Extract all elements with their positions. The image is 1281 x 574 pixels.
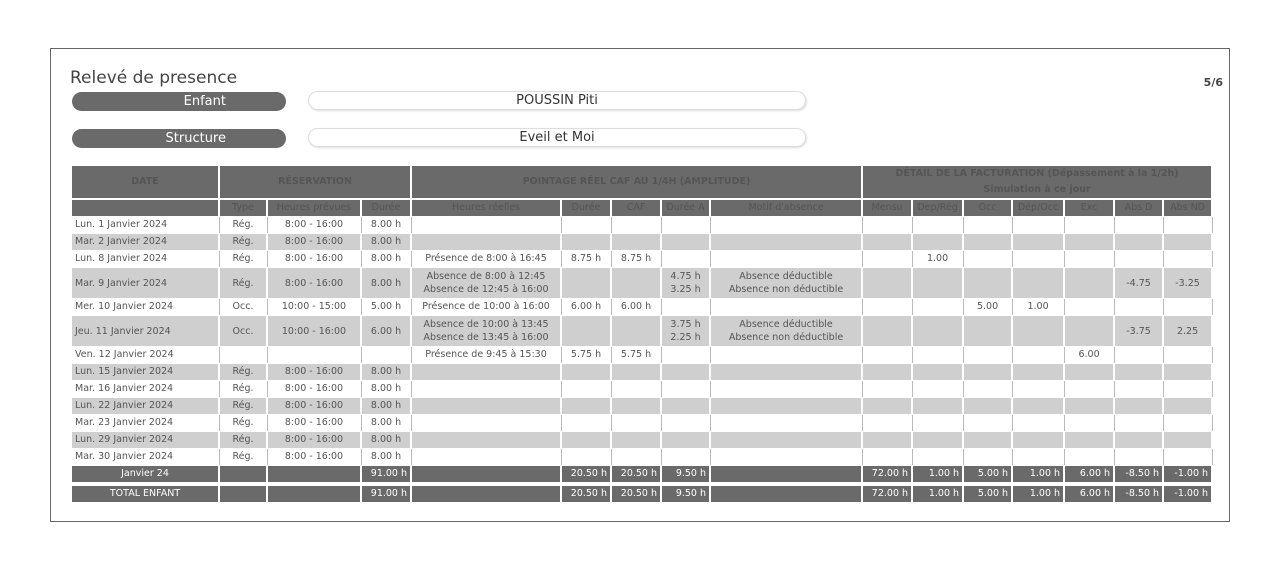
cell-prevues: 10:00 - 16:00 xyxy=(267,316,361,347)
cell-abs-d xyxy=(1114,234,1163,251)
cell-dep-reg xyxy=(912,217,963,234)
cell-occ xyxy=(963,347,1012,364)
cell-occ xyxy=(963,432,1012,449)
cell-reelles xyxy=(411,432,561,449)
cell-motif xyxy=(710,234,862,251)
cell-mensu xyxy=(862,415,912,432)
cell-exc xyxy=(1064,299,1114,316)
cell-date: Mar. 30 Janvier 2024 xyxy=(72,449,219,466)
cell-dep-occ xyxy=(1012,364,1064,381)
cell-motif xyxy=(710,381,862,398)
table-row xyxy=(72,268,1212,299)
cell-prevues: 8:00 - 16:00 xyxy=(267,217,361,234)
cell-duree: 5.00 h xyxy=(361,299,411,316)
cell-line: Absence de 13:45 à 16:00 xyxy=(423,332,549,343)
cell-duree-a xyxy=(661,449,710,466)
total-empty xyxy=(710,466,862,483)
cell-mensu xyxy=(862,364,912,381)
col-caf: CAF xyxy=(611,199,661,217)
cell-prevues: 8:00 - 16:00 xyxy=(267,415,361,432)
cell-reelles xyxy=(411,364,561,381)
cell-mensu xyxy=(862,316,912,347)
cell-dep-reg xyxy=(912,415,963,432)
col-occ: Occ xyxy=(963,199,1012,217)
total-duree: 91.00 h xyxy=(361,466,411,483)
table-row xyxy=(72,364,1212,381)
cell-mensu xyxy=(862,381,912,398)
cell-abs-nd: 2.25 xyxy=(1163,316,1212,347)
total-empty xyxy=(411,486,561,502)
total-caf: 20.50 h xyxy=(611,466,661,483)
cell-line: Absence de 12:45 à 16:00 xyxy=(423,284,549,295)
group-pointage: POINTAGE RÉEL CAF AU 1/4H (AMPLITUDE) xyxy=(411,166,862,199)
cell-abs-nd xyxy=(1163,381,1212,398)
total-duree-a: 9.50 h xyxy=(661,466,710,483)
cell-occ xyxy=(963,415,1012,432)
cell-reelles xyxy=(411,398,561,415)
cell-duree2 xyxy=(561,217,611,234)
cell-caf: 6.00 h xyxy=(611,299,661,316)
cell-caf: 5.75 h xyxy=(611,347,661,364)
cell-dep-occ xyxy=(1012,432,1064,449)
cell-type: Occ. xyxy=(219,316,267,347)
cell-line: Absence non déductible xyxy=(728,284,844,295)
col-duree-a: Durée A xyxy=(661,199,710,217)
cell-reelles xyxy=(411,449,561,466)
total-abs-nd: -1.00 h xyxy=(1163,466,1212,483)
cell-duree: 8.00 h xyxy=(361,449,411,466)
cell-duree: 8.00 h xyxy=(361,217,411,234)
cell-duree-a xyxy=(661,364,710,381)
group-date: DATE xyxy=(72,166,219,199)
total-dep-reg: 1.00 h xyxy=(912,466,963,483)
total-dep-reg: 1.00 h xyxy=(912,486,963,502)
cell-type: Rég. xyxy=(219,234,267,251)
cell-duree-a xyxy=(661,251,710,268)
cell-occ xyxy=(963,449,1012,466)
cell-duree-a xyxy=(661,217,710,234)
cell-abs-nd xyxy=(1163,347,1212,364)
cell-date: Mar. 2 Janvier 2024 xyxy=(72,234,219,251)
cell-prevues: 8:00 - 16:00 xyxy=(267,251,361,268)
cell-duree2: 6.00 h xyxy=(561,299,611,316)
cell-abs-d: -4.75 xyxy=(1114,268,1163,299)
cell-duree: 8.00 h xyxy=(361,381,411,398)
cell-dep-occ xyxy=(1012,217,1064,234)
cell-exc xyxy=(1064,364,1114,381)
cell-duree2 xyxy=(561,398,611,415)
cell-abs-d xyxy=(1114,381,1163,398)
total-empty xyxy=(219,486,267,502)
cell-type: Rég. xyxy=(219,415,267,432)
cell-mensu xyxy=(862,268,912,299)
cell-mensu xyxy=(862,217,912,234)
cell-motif xyxy=(710,316,862,347)
facturation-title: DÉTAIL DE LA FACTURATION (Dépassement à la 1/2h) xyxy=(895,168,1179,179)
cell-dep-reg xyxy=(912,432,963,449)
total-empty xyxy=(267,486,361,502)
cell-dep-occ xyxy=(1012,415,1064,432)
total-duree: 91.00 h xyxy=(361,486,411,502)
cell-abs-d xyxy=(1114,217,1163,234)
cell-duree: 8.00 h xyxy=(361,234,411,251)
cell-motif xyxy=(710,251,862,268)
cell-line: Absence de 10:00 à 13:45 xyxy=(423,319,549,330)
col-duree: Durée xyxy=(361,199,411,217)
total-abs-d: -8.50 h xyxy=(1114,486,1163,502)
cell-motif xyxy=(710,398,862,415)
cell-line: Absence déductible xyxy=(739,319,833,330)
col-abs-d: Abs D xyxy=(1114,199,1163,217)
cell-date: Ven. 12 Janvier 2024 xyxy=(72,347,219,364)
cell-exc xyxy=(1064,217,1114,234)
cell-duree: 8.00 h xyxy=(361,432,411,449)
cell-abs-nd: -3.25 xyxy=(1163,268,1212,299)
total-abs-nd: -1.00 h xyxy=(1163,486,1212,502)
cell-motif xyxy=(710,364,862,381)
total-dep-occ: 1.00 h xyxy=(1012,486,1064,502)
cell-date: Mar. 16 Janvier 2024 xyxy=(72,381,219,398)
cell-duree2: 8.75 h xyxy=(561,251,611,268)
cell-type xyxy=(219,347,267,364)
total-caf: 20.50 h xyxy=(611,486,661,502)
cell-duree2 xyxy=(561,415,611,432)
cell-dep-occ xyxy=(1012,316,1064,347)
cell-reelles xyxy=(411,316,561,347)
cell-abs-nd xyxy=(1163,398,1212,415)
cell-duree: 6.00 h xyxy=(361,316,411,347)
cell-prevues: 8:00 - 16:00 xyxy=(267,381,361,398)
cell-duree-a xyxy=(661,268,710,299)
cell-dep-reg: 1.00 xyxy=(912,251,963,268)
cell-date: Mer. 10 Janvier 2024 xyxy=(72,299,219,316)
table-row xyxy=(72,347,1212,364)
cell-date: Lun. 8 Janvier 2024 xyxy=(72,251,219,268)
cell-mensu xyxy=(862,398,912,415)
total-empty xyxy=(710,486,862,502)
cell-dep-occ xyxy=(1012,268,1064,299)
page-title: Relevé de presence xyxy=(70,68,238,88)
cell-type: Rég. xyxy=(219,381,267,398)
cell-duree2: 5.75 h xyxy=(561,347,611,364)
cell-exc xyxy=(1064,316,1114,347)
cell-abs-nd xyxy=(1163,364,1212,381)
month-total-row xyxy=(72,466,1212,483)
cell-abs-d xyxy=(1114,347,1163,364)
cell-caf xyxy=(611,217,661,234)
cell-line: 4.75 h xyxy=(670,271,701,282)
cell-exc xyxy=(1064,449,1114,466)
cell-abs-d xyxy=(1114,299,1163,316)
cell-dep-reg xyxy=(912,234,963,251)
cell-duree: 8.00 h xyxy=(361,398,411,415)
cell-exc xyxy=(1064,268,1114,299)
cell-exc xyxy=(1064,415,1114,432)
col-exc: Exc xyxy=(1064,199,1114,217)
table-row xyxy=(72,398,1212,415)
cell-motif xyxy=(710,268,862,299)
cell-abs-nd xyxy=(1163,449,1212,466)
cell-abs-nd xyxy=(1163,415,1212,432)
cell-duree xyxy=(361,347,411,364)
cell-motif xyxy=(710,299,862,316)
cell-prevues: 8:00 - 16:00 xyxy=(267,432,361,449)
cell-date: Lun. 1 Janvier 2024 xyxy=(72,217,219,234)
cell-dep-reg xyxy=(912,398,963,415)
group-reservation: RÉSERVATION xyxy=(219,166,411,199)
cell-dep-occ: 1.00 xyxy=(1012,299,1064,316)
cell-type: Occ. xyxy=(219,299,267,316)
cell-duree-a xyxy=(661,398,710,415)
col-heures-reelles: Heures réelles xyxy=(411,199,561,217)
cell-reelles xyxy=(411,234,561,251)
cell-abs-nd xyxy=(1163,299,1212,316)
total-exc: 6.00 h xyxy=(1064,486,1114,502)
cell-type: Rég. xyxy=(219,364,267,381)
cell-abs-nd xyxy=(1163,217,1212,234)
cell-line: 2.25 h xyxy=(670,332,701,343)
cell-date: Lun. 22 Janvier 2024 xyxy=(72,398,219,415)
cell-reelles: Présence de 10:00 à 16:00 xyxy=(411,299,561,316)
cell-mensu xyxy=(862,432,912,449)
cell-duree2 xyxy=(561,432,611,449)
cell-dep-occ xyxy=(1012,251,1064,268)
cell-exc xyxy=(1064,234,1114,251)
cell-dep-reg xyxy=(912,316,963,347)
col-abs-nd: Abs ND xyxy=(1163,199,1212,217)
cell-duree: 8.00 h xyxy=(361,268,411,299)
col-dep-occ: Dép/Occ xyxy=(1012,199,1064,217)
cell-mensu xyxy=(862,251,912,268)
total-dep-occ: 1.00 h xyxy=(1012,466,1064,483)
structure-label: Structure xyxy=(72,129,286,148)
cell-motif xyxy=(710,347,862,364)
cell-duree2 xyxy=(561,449,611,466)
cell-duree-a xyxy=(661,347,710,364)
cell-abs-nd xyxy=(1163,432,1212,449)
cell-abs-d xyxy=(1114,251,1163,268)
cell-reelles xyxy=(411,217,561,234)
col-type: Type xyxy=(219,199,267,217)
cell-dep-occ xyxy=(1012,449,1064,466)
total-mensu: 72.00 h xyxy=(862,466,912,483)
cell-abs-nd xyxy=(1163,234,1212,251)
cell-exc xyxy=(1064,398,1114,415)
cell-duree2 xyxy=(561,234,611,251)
cell-abs-d xyxy=(1114,364,1163,381)
cell-abs-d: -3.75 xyxy=(1114,316,1163,347)
cell-caf xyxy=(611,432,661,449)
cell-duree: 8.00 h xyxy=(361,415,411,432)
cell-duree: 8.00 h xyxy=(361,364,411,381)
total-empty xyxy=(219,466,267,483)
cell-date: Jeu. 11 Janvier 2024 xyxy=(72,316,219,347)
cell-date: Mar. 23 Janvier 2024 xyxy=(72,415,219,432)
total-duree2: 20.50 h xyxy=(561,466,611,483)
cell-duree2 xyxy=(561,268,611,299)
cell-type: Rég. xyxy=(219,432,267,449)
total-abs-d: -8.50 h xyxy=(1114,466,1163,483)
cell-caf xyxy=(611,268,661,299)
cell-exc xyxy=(1064,251,1114,268)
total-label: TOTAL ENFANT xyxy=(72,486,219,502)
cell-dep-reg xyxy=(912,347,963,364)
cell-dep-reg xyxy=(912,449,963,466)
cell-duree2 xyxy=(561,381,611,398)
table-row xyxy=(72,234,1212,251)
cell-duree2 xyxy=(561,316,611,347)
group-facturation xyxy=(862,166,1212,199)
cell-mensu xyxy=(862,449,912,466)
cell-caf xyxy=(611,364,661,381)
cell-date: Lun. 29 Janvier 2024 xyxy=(72,432,219,449)
cell-type: Rég. xyxy=(219,251,267,268)
facturation-subtitle: Simulation à ce jour xyxy=(983,184,1091,195)
page-number: 5/6 xyxy=(1203,76,1223,89)
cell-date: Lun. 15 Janvier 2024 xyxy=(72,364,219,381)
cell-exc xyxy=(1064,432,1114,449)
cell-prevues xyxy=(267,347,361,364)
cell-prevues: 8:00 - 16:00 xyxy=(267,234,361,251)
cell-occ xyxy=(963,234,1012,251)
total-label: Janvier 24 xyxy=(72,466,219,483)
cell-caf: 8.75 h xyxy=(611,251,661,268)
table-row xyxy=(72,251,1212,268)
col-heures-prevues: Heures prévues xyxy=(267,199,361,217)
cell-type: Rég. xyxy=(219,268,267,299)
total-empty xyxy=(267,466,361,483)
cell-duree-a xyxy=(661,415,710,432)
cell-occ xyxy=(963,381,1012,398)
cell-motif xyxy=(710,432,862,449)
total-empty xyxy=(411,466,561,483)
cell-exc xyxy=(1064,381,1114,398)
total-exc: 6.00 h xyxy=(1064,466,1114,483)
cell-caf xyxy=(611,449,661,466)
cell-occ: 5.00 xyxy=(963,299,1012,316)
cell-occ xyxy=(963,217,1012,234)
table-row xyxy=(72,299,1212,316)
cell-mensu xyxy=(862,234,912,251)
cell-occ xyxy=(963,268,1012,299)
cell-caf xyxy=(611,234,661,251)
cell-exc: 6.00 xyxy=(1064,347,1114,364)
cell-reelles xyxy=(411,415,561,432)
table-row xyxy=(72,316,1212,347)
cell-caf xyxy=(611,381,661,398)
cell-line: 3.75 h xyxy=(670,319,701,330)
cell-line: Absence non déductible xyxy=(728,332,844,343)
col-motif: Motif d'absence xyxy=(710,199,862,217)
total-duree2: 20.50 h xyxy=(561,486,611,502)
cell-occ xyxy=(963,364,1012,381)
cell-abs-d xyxy=(1114,449,1163,466)
cell-mensu xyxy=(862,299,912,316)
cell-line: Absence déductible xyxy=(739,271,833,282)
cell-caf xyxy=(611,415,661,432)
cell-prevues: 10:00 - 15:00 xyxy=(267,299,361,316)
total-duree-a: 9.50 h xyxy=(661,486,710,502)
cell-duree-a xyxy=(661,299,710,316)
cell-abs-d xyxy=(1114,415,1163,432)
structure-value: Eveil et Moi xyxy=(308,128,806,147)
total-occ: 5.00 h xyxy=(963,466,1012,483)
cell-dep-reg xyxy=(912,364,963,381)
cell-motif xyxy=(710,449,862,466)
cell-reelles xyxy=(411,268,561,299)
cell-duree: 8.00 h xyxy=(361,251,411,268)
cell-occ xyxy=(963,251,1012,268)
enfant-label: Enfant xyxy=(72,92,286,111)
cell-duree2 xyxy=(561,364,611,381)
cell-dep-occ xyxy=(1012,347,1064,364)
table-row xyxy=(72,449,1212,466)
cell-dep-occ xyxy=(1012,398,1064,415)
cell-type: Rég. xyxy=(219,449,267,466)
cell-motif xyxy=(710,415,862,432)
cell-abs-d xyxy=(1114,432,1163,449)
cell-type: Rég. xyxy=(219,217,267,234)
col-duree-reelle: Durée xyxy=(561,199,611,217)
cell-line: Absence de 8:00 à 12:45 xyxy=(426,271,546,282)
enfant-value: POUSSIN Piti xyxy=(308,91,806,110)
cell-abs-d xyxy=(1114,398,1163,415)
cell-occ xyxy=(963,316,1012,347)
cell-duree-a xyxy=(661,316,710,347)
child-total-row xyxy=(72,486,1212,502)
cell-dep-occ xyxy=(1012,234,1064,251)
cell-prevues: 8:00 - 16:00 xyxy=(267,364,361,381)
cell-dep-occ xyxy=(1012,381,1064,398)
cell-date: Mar. 9 Janvier 2024 xyxy=(72,268,219,299)
cell-caf xyxy=(611,316,661,347)
cell-type: Rég. xyxy=(219,398,267,415)
cell-prevues: 8:00 - 16:00 xyxy=(267,398,361,415)
cell-duree-a xyxy=(661,432,710,449)
table-row xyxy=(72,217,1212,234)
cell-dep-reg xyxy=(912,299,963,316)
cell-duree-a xyxy=(661,234,710,251)
table-row xyxy=(72,381,1212,398)
cell-caf xyxy=(611,398,661,415)
cell-reelles: Présence de 8:00 à 16:45 xyxy=(411,251,561,268)
cell-duree-a xyxy=(661,381,710,398)
col-dep-reg: Dep/Rég xyxy=(912,199,963,217)
table-row xyxy=(72,415,1212,432)
col-date xyxy=(72,199,219,217)
cell-reelles: Présence de 9:45 à 15:30 xyxy=(411,347,561,364)
cell-motif xyxy=(710,217,862,234)
cell-line: 3.25 h xyxy=(670,284,701,295)
cell-mensu xyxy=(862,347,912,364)
cell-occ xyxy=(963,398,1012,415)
cell-prevues: 8:00 - 16:00 xyxy=(267,449,361,466)
cell-reelles xyxy=(411,381,561,398)
cell-prevues: 8:00 - 16:00 xyxy=(267,268,361,299)
total-occ: 5.00 h xyxy=(963,486,1012,502)
table-row xyxy=(72,432,1212,449)
cell-dep-reg xyxy=(912,268,963,299)
cell-abs-nd xyxy=(1163,251,1212,268)
col-mensu: Mensu xyxy=(862,199,912,217)
total-mensu: 72.00 h xyxy=(862,486,912,502)
attendance-table xyxy=(72,166,1213,502)
cell-dep-reg xyxy=(912,381,963,398)
